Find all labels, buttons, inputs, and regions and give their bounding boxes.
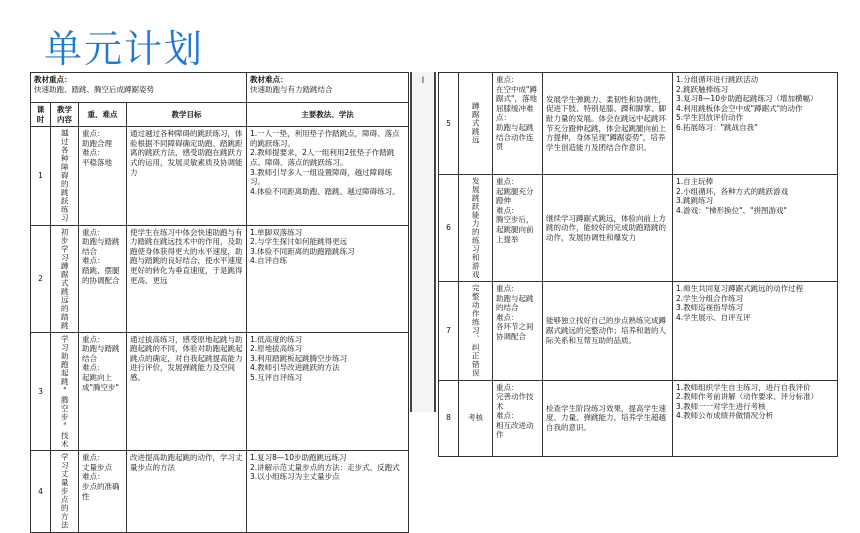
page-gutter xyxy=(410,72,436,412)
lesson-methods: 1.教师组织学生自主练习，进行自我评价 2.教师作考前讲解（动作要求、评分标准） 3.教师一一对学生进行考核 4.教师公布成绩并做情况分析 xyxy=(673,380,838,456)
lesson-number: 6 xyxy=(439,175,459,282)
lesson-content: 初步学习蹲踞式跳远的踏跳 xyxy=(60,227,70,330)
table-row xyxy=(31,332,409,451)
lesson-goal: 发展学生弹跳力、柔韧性和协调性，促进下肢、特别是膝、踝和脚掌、脚趾力量的发展。体会在跳远中起跳环节充分蹬伸起跳，体会起跳腿向前上方提伸，身体呈现"蹲踞姿势"，培养学生创造能力及团结合作意识。 xyxy=(543,73,673,175)
lesson-key: 重点： 助跑与踏跳结合 难点： 踏跳、摆腿的协调配合 xyxy=(79,225,127,332)
difficult-cell xyxy=(247,73,409,103)
lesson-content: 考核 xyxy=(459,380,493,456)
lesson-goal: 使学生在练习中体会快速助跑与有力踏跳在跳远技术中的作用，及助跑使身体获得更大的水平速度，助跑与踏跳的良好结合，使水平速度更好的转化为垂直速度，于是跳得更高、更远 xyxy=(127,225,247,332)
gutter-mark: I xyxy=(421,76,425,86)
header-methods: 主要教法、学法 xyxy=(247,103,409,127)
lesson-number: 7 xyxy=(439,282,459,381)
key-points-text: 快速助跑、踏跳、腾空后成蹲踞姿势 xyxy=(34,84,154,94)
lesson-content: 越过各种障碍的跳跃练习 xyxy=(60,129,70,223)
lesson-methods: 1.自主玩棒 2.小组循环，各种方式的跳跃游戏 3.跳跳练习 4.游戏："梯形换位"、"拼图游戏" xyxy=(673,175,838,282)
lesson-number: 4 xyxy=(31,451,51,533)
header-goal: 教学目标 xyxy=(127,103,247,127)
table-row xyxy=(31,451,409,533)
table-row xyxy=(439,175,838,282)
lesson-methods: 1.低高度的练习 2.原地拔高练习 3.利用踏跳板起跳腾空步练习 4.教师引导改进跳跃的方法 5.互评自评练习 xyxy=(247,332,409,451)
lesson-number: 8 xyxy=(439,380,459,456)
lesson-goal: 改进提高助跑起跳的动作，学习丈量步点的方法 xyxy=(127,451,247,533)
lesson-methods: 1.师生共同复习蹲踞式跳远的动作过程 2.学生分组合作练习 3.教师巡视指导练习 4.学生展示、自评互评 xyxy=(673,282,838,381)
table-row xyxy=(31,225,409,332)
table-row xyxy=(439,282,838,381)
lesson-methods: 1.复习8—10步助跑跳远练习 2.讲解示范丈量步点的方法：走步式、反跑式 3.以小组练习为主丈量步点 xyxy=(247,451,409,533)
slide-title: 单元计划 xyxy=(44,27,205,71)
lesson-content: 蹲踞式跳远 xyxy=(471,102,481,145)
left-plan-table xyxy=(30,72,408,530)
right-plan-table xyxy=(438,72,837,440)
lesson-goal: 能够独立找好自己的步点熟练完成蹲踞式跳远的完整动作；培养和谐的人际关系和互帮互助的品质。 xyxy=(543,282,673,381)
header-lesson: 课时 xyxy=(31,103,51,127)
lesson-key: 重点： 丈量步点 难点： 步点的准确性 xyxy=(79,451,127,533)
key-points-label: 教材重点： xyxy=(34,75,72,84)
lesson-content: 发展跳跃能力的练习和游戏 xyxy=(471,177,481,279)
lesson-number: 1 xyxy=(31,127,51,226)
header-row xyxy=(31,103,409,127)
key-points-cell xyxy=(31,73,247,103)
lesson-number: 3 xyxy=(31,332,51,451)
lesson-goal: 继续学习蹲踞式跳远，体验向前上方跳的动作，能较好的完成助跑踏跳的动作，发展协调性和爆发力 xyxy=(543,175,673,282)
lesson-methods: 1.单脚双落练习 2.与学生探讨如何能跳得更远 3.体验不同距离的助跑踏跳练习 4.自评自练 xyxy=(247,225,409,332)
lesson-goal: 通过越过各种障碍的跳跃练习，体验根据不同障碍确定助跑、踏跳距离的跳跃方法，感受助跑在跳跃方式的运用，发展灵敏素质及协调能力 xyxy=(127,127,247,226)
lesson-key: 重点： 助跑与起跳的结合 难点： 各环节之间协调配合 xyxy=(493,282,543,381)
lesson-key: 重点： 完善动作技术 难点： 相互改进动作 xyxy=(493,380,543,456)
lesson-key: 重点： 助跑与踏跳结合 难点： 起跳向上成"腾空步" xyxy=(79,332,127,451)
lesson-goal: 检查学生阶段练习效果，提高学生速度、力量、弹跳能力。培养学生超越自我的意识。 xyxy=(543,380,673,456)
lesson-content: 学习助跑起跳"腾空步"技术 xyxy=(60,334,70,449)
header-content: 教学内容 xyxy=(51,103,79,127)
lesson-methods: 1.分组循环进行跳跃活动 2.跳跃触棒练习 3.复习8—10步助跑起跳练习（增加横幅） 4.利用跳板体会空中成"蹲踞式"的动作 5.学生回放评价动作 6.拓展练习："跳战自我" xyxy=(673,73,838,175)
difficult-label: 教材难点： xyxy=(250,75,288,84)
unit-plan-document xyxy=(30,72,837,530)
lesson-goal: 通过拔高练习，感受原地起跳与助跑起跳的不同，体验对助跑起跳起跳点的确定，对自我起跳提高能力进行评价，发展弹跳能力及空间感。 xyxy=(127,332,247,451)
lesson-key: 重点： 助跑合理 难点： 平稳落地 xyxy=(79,127,127,226)
table-row xyxy=(31,127,409,226)
table-row xyxy=(439,73,838,175)
lesson-key: 重点： 起跳腿充分蹬伸 难点： 腾空步后，起跳腿向前上提举 xyxy=(493,175,543,282)
lesson-content: 完整动作练习、纠正错误 xyxy=(471,284,481,378)
lesson-number: 2 xyxy=(31,225,51,332)
header-key: 重、难点 xyxy=(79,103,127,127)
table-row xyxy=(439,380,838,456)
difficult-text: 快速助跑与有力踏跳结合 xyxy=(250,84,333,94)
lesson-content: 学习丈量步点的方法 xyxy=(60,453,70,530)
lesson-methods: 1.一人一垫，利用垫子作踏跳点，障碍、落点的跳跃练习。 2.教师提要求，2人一组利用2张垫子作踏跳点、障碍、落点的跳跃练习。 3.教师引导多人一组设置障碍，越过障碍练习。 4.体验不同距离助跑、踏跳、越过障碍练习。 xyxy=(247,127,409,226)
lesson-number: 5 xyxy=(439,73,459,175)
lesson-key: 重点： 在空中成"蹲踞式"，落地屈膝缓冲难点： 助跑与起跳结合动作连贯 xyxy=(493,73,543,175)
